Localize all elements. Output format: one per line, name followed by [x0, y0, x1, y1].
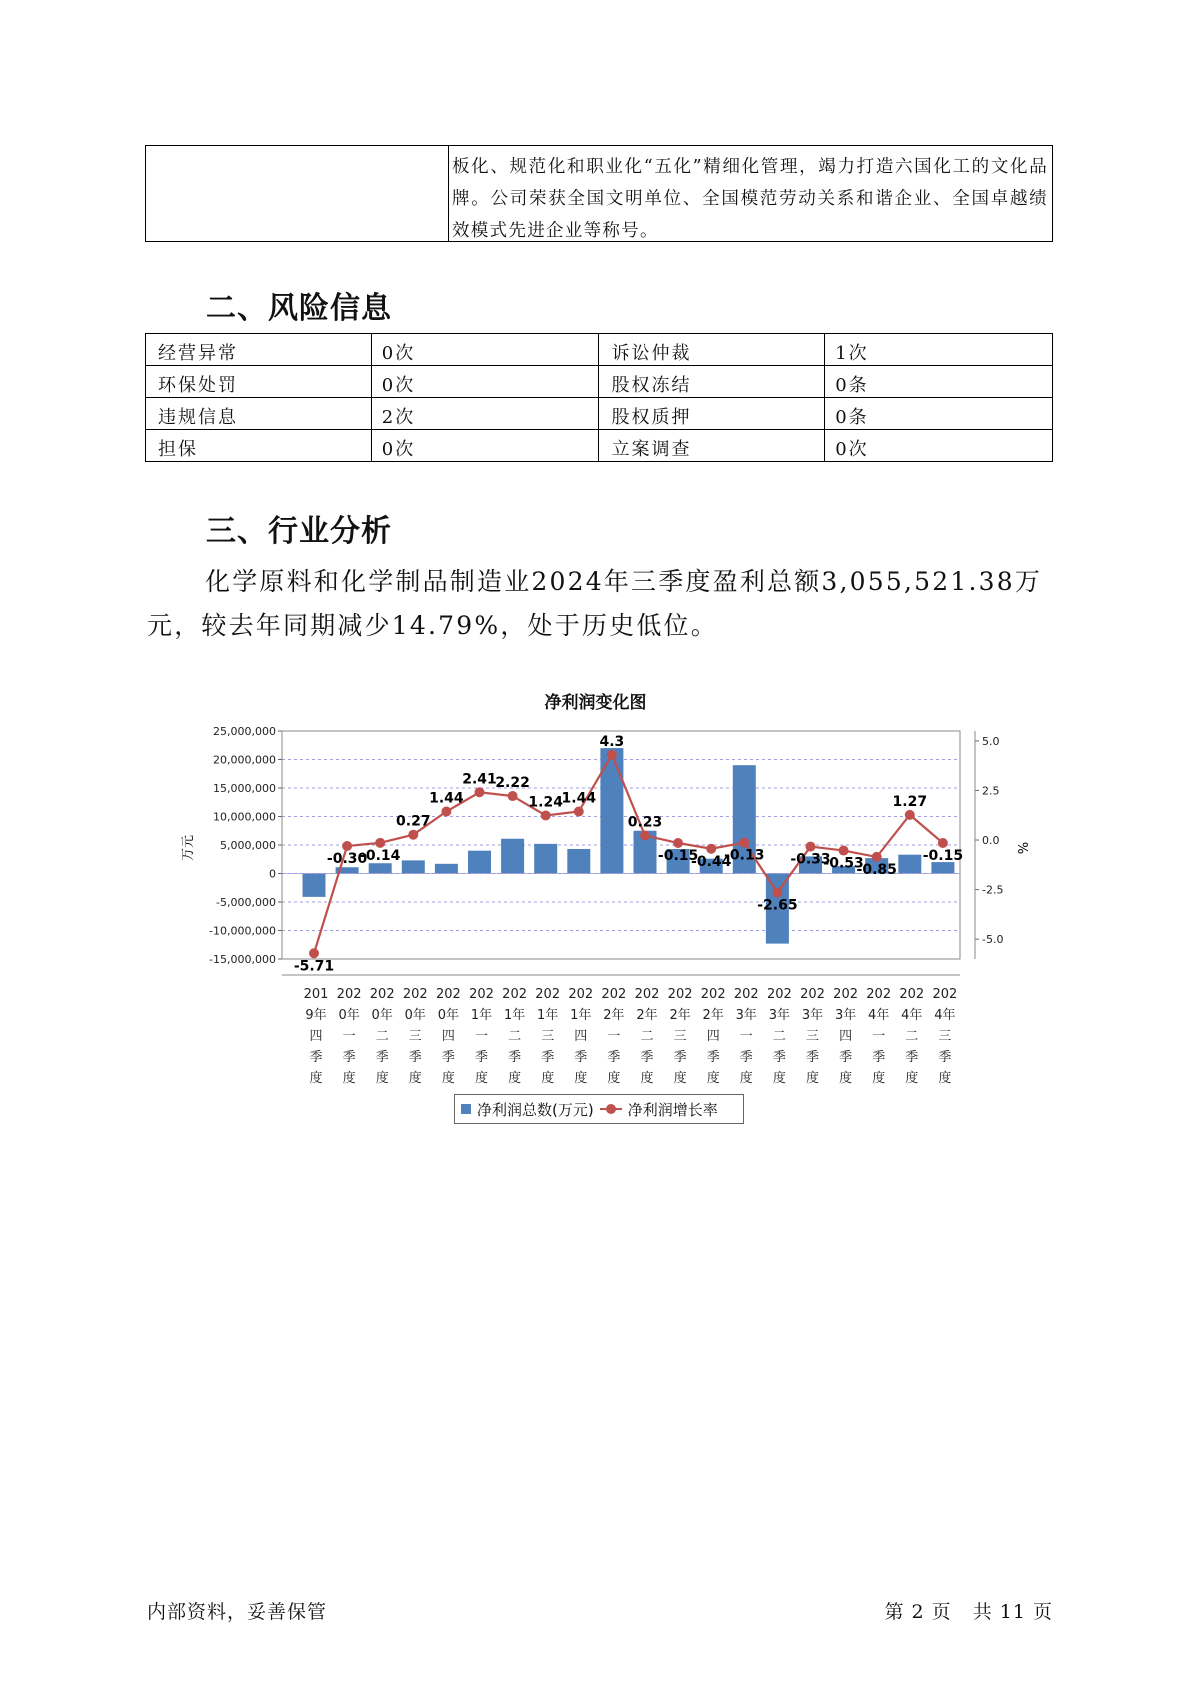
category-label: 四: [441, 1029, 455, 1044]
category-label: 度: [640, 1071, 654, 1086]
y-tick-label: 5,000,000: [220, 839, 276, 852]
category-label: 1年: [503, 1008, 526, 1023]
risk-value-cell: 0次: [371, 334, 599, 366]
y2-tick-label: 2.5: [982, 784, 1000, 798]
category-labels: [304, 987, 958, 1086]
growth-rate-point: [806, 842, 816, 852]
bar: [369, 863, 392, 873]
risk-value-cell: 0次: [371, 366, 599, 398]
category-label: 三: [408, 1029, 422, 1044]
y-tick-label: -15,000,000: [209, 953, 276, 966]
category-label: 度: [541, 1071, 555, 1086]
category-label: 2年: [669, 1008, 691, 1023]
growth-rate-point: [706, 844, 716, 854]
category-label: 度: [938, 1071, 952, 1086]
growth-rate-point: [441, 806, 451, 816]
category-label: 202: [866, 987, 892, 1002]
category-label: 季: [607, 1050, 621, 1065]
growth-rate-label: -0.85: [856, 861, 897, 878]
category-label: 度: [805, 1071, 820, 1086]
y2-tick-label: 0.0: [982, 834, 1000, 848]
growth-rate-label: -0.53: [823, 855, 864, 872]
risk-label-cell: 经营异常: [146, 334, 372, 366]
growth-rate-point: [408, 830, 418, 840]
category-label: 一: [474, 1029, 489, 1044]
category-label: 季: [673, 1050, 687, 1065]
y-tick-label: -10,000,000: [209, 924, 276, 938]
category-label: 0年: [371, 1008, 393, 1023]
category-label: 202: [899, 987, 925, 1002]
category-label: 三: [938, 1029, 952, 1044]
y-tick-label: 25,000,000: [213, 725, 276, 738]
category-label: 季: [474, 1050, 489, 1065]
risk-value-cell: 1次: [825, 334, 1053, 366]
category-label: 度: [673, 1071, 687, 1086]
category-label: 2年: [603, 1008, 625, 1023]
category-label: 0年: [437, 1008, 460, 1023]
growth-rate-point: [905, 810, 915, 820]
growth-rate-label: -0.15: [922, 848, 964, 865]
y-tick-label: 15,000,000: [213, 782, 276, 795]
risk-value-cell: 2次: [371, 398, 599, 430]
bar: [303, 874, 326, 897]
category-label: 3年: [801, 1008, 824, 1023]
bar: [898, 855, 921, 874]
category-label: 度: [905, 1071, 919, 1086]
category-label: 三: [805, 1029, 820, 1044]
risk-label-cell: 股权质押: [599, 398, 825, 430]
category-label: 季: [508, 1050, 522, 1065]
risk-value-cell: 0条: [825, 398, 1053, 430]
category-label: 季: [574, 1050, 588, 1065]
category-label: 季: [905, 1050, 919, 1065]
category-label: 1年: [570, 1008, 592, 1023]
category-label: 二: [640, 1029, 654, 1044]
category-label: 4年: [934, 1008, 956, 1023]
category-label: 3年: [834, 1008, 857, 1023]
category-label: 202: [700, 987, 726, 1002]
growth-rate-label: 0.27: [396, 813, 431, 830]
growth-rate-label: 2.22: [495, 775, 530, 792]
category-label: 二: [508, 1029, 522, 1044]
growth-rate-label: -5.71: [293, 958, 335, 975]
category-label: 0年: [404, 1008, 426, 1023]
bar: [468, 851, 491, 874]
category-label: 度: [342, 1071, 356, 1086]
category-label: 202: [833, 987, 859, 1002]
legend-bar-swatch: [461, 1104, 471, 1114]
legend-line-swatch: [600, 1104, 622, 1114]
growth-rate-label: -0.30: [326, 850, 368, 867]
category-label: 三: [673, 1029, 687, 1044]
category-label: 度: [607, 1071, 621, 1086]
growth-rate-point: [574, 806, 584, 816]
category-label: 202: [502, 987, 528, 1002]
industry-paragraph: 化学原料和化学制品制造业2024年三季度盈利总额3,055,521.38万元，较去年同期减少14.79%，处于历史低位。: [147, 567, 1043, 640]
category-label: 度: [508, 1071, 522, 1086]
category-label: 202: [601, 987, 627, 1002]
category-label: 季: [872, 1050, 886, 1065]
bar: [402, 860, 425, 873]
growth-rate-point: [673, 838, 683, 848]
category-label: 四: [574, 1029, 588, 1044]
growth-rate-label: -0.15: [657, 848, 699, 865]
category-label: 度: [772, 1071, 786, 1086]
category-label: 季: [772, 1050, 786, 1065]
category-label: 1年: [537, 1008, 559, 1023]
category-label: 二: [905, 1029, 919, 1044]
risk-value-cell: 0次: [825, 430, 1053, 462]
growth-rate-point: [772, 888, 782, 898]
category-label: 度: [309, 1071, 323, 1086]
growth-rate-point: [375, 838, 385, 848]
growth-rate-point: [475, 787, 485, 797]
category-label: 季: [541, 1050, 555, 1065]
category-label: 3年: [768, 1008, 791, 1023]
category-label: 1年: [470, 1008, 493, 1023]
growth-rate-point: [640, 830, 650, 840]
growth-rate-point: [508, 791, 518, 801]
growth-rate-point: [872, 852, 882, 862]
category-label: 四: [706, 1029, 720, 1044]
category-label: 一: [872, 1029, 886, 1044]
category-label: 202: [435, 987, 461, 1002]
section-title-risk: 二、风险信息: [206, 291, 392, 326]
category-label: 3年: [735, 1008, 757, 1023]
growth-rate-point: [607, 750, 617, 760]
growth-rate-label: 1.44: [429, 790, 464, 807]
category-label: 202: [469, 987, 494, 1002]
category-label: 4年: [901, 1008, 923, 1023]
risk-label-cell: 股权冻结: [599, 366, 825, 398]
risk-label-cell: 担保: [146, 430, 372, 462]
growth-rate-label: -0.13: [724, 847, 765, 864]
category-label: 季: [342, 1050, 356, 1065]
category-label: 2年: [702, 1008, 724, 1023]
category-label: 202: [932, 987, 958, 1002]
growth-rate-label: 4.3: [599, 733, 625, 750]
growth-rate-label: 1.24: [528, 794, 563, 811]
y-tick-label: 0: [269, 867, 276, 881]
growth-rate-label: 1.44: [561, 790, 597, 807]
footer-confidential: 内部资料，妥善保管: [147, 1601, 328, 1623]
category-label: 三: [541, 1029, 555, 1044]
category-label: 度: [375, 1071, 389, 1086]
category-label: 202: [535, 987, 561, 1002]
category-label: 二: [375, 1029, 389, 1044]
growth-rate-line: [314, 755, 943, 953]
growth-rate-label: -0.33: [790, 851, 831, 868]
line-series: [309, 750, 948, 958]
category-label: 9年: [305, 1008, 327, 1023]
bar: [534, 844, 557, 874]
growth-rate-label: -0.14: [360, 847, 401, 864]
category-label: 度: [839, 1071, 853, 1086]
category-label: 度: [441, 1071, 455, 1086]
risk-value-cell: 0次: [371, 430, 599, 462]
category-label: 季: [839, 1050, 853, 1065]
y-axis-label: 万元: [181, 834, 196, 862]
category-label: 202: [369, 987, 395, 1002]
growth-rate-point: [739, 838, 749, 848]
category-label: 度: [706, 1071, 720, 1086]
chart-legend: [454, 1094, 744, 1124]
y2-tick-label: -5.0: [982, 933, 1004, 947]
category-label: 202: [634, 987, 660, 1002]
category-label: 一: [739, 1029, 753, 1044]
category-label: 季: [805, 1050, 820, 1065]
category-label: 季: [408, 1050, 422, 1065]
chart-title: 净利润变化图: [544, 693, 647, 713]
category-label: 度: [474, 1071, 489, 1086]
category-label: 度: [574, 1071, 588, 1086]
section-title-industry: 三、行业分析: [206, 514, 392, 549]
y-tick-label: -5,000,000: [216, 896, 276, 909]
growth-rate-point: [541, 810, 551, 820]
category-label: 季: [375, 1050, 389, 1065]
category-label: 度: [872, 1071, 886, 1086]
y-tick-label: 10,000,000: [213, 810, 276, 824]
category-label: 一: [607, 1029, 621, 1044]
bar: [435, 864, 458, 874]
footer-page-number: 第 2 页 共 11 页: [884, 1601, 1053, 1623]
growth-rate-label: 0.23: [627, 814, 663, 831]
category-label: 季: [640, 1050, 654, 1065]
bar: [501, 839, 524, 874]
category-label: 季: [441, 1050, 455, 1065]
category-label: 季: [309, 1050, 323, 1065]
y-tick-label: 20,000,000: [213, 753, 276, 767]
legend-bar-label: 净利润总数(万元): [477, 1100, 594, 1119]
category-label: 度: [408, 1071, 422, 1086]
category-label: 季: [938, 1050, 952, 1065]
category-label: 202: [402, 987, 428, 1002]
risk-label-cell: 诉讼仲裁: [599, 334, 825, 366]
category-label: 202: [766, 987, 792, 1002]
company-intro-text: 板化、规范化和职业化“五化”精细化管理，竭力打造六国化工的文化品牌。公司荣获全国文明单位、全国模范劳动关系和谐企业、全国卓越绩效模式先进企业等称号。: [452, 157, 1048, 241]
category-label: 202: [667, 987, 693, 1002]
category-label: 201: [303, 987, 329, 1002]
growth-rate-point: [342, 841, 352, 851]
growth-rate-label: 2.41: [462, 771, 497, 788]
risk-label-cell: 立案调查: [599, 430, 825, 462]
category-label: 0年: [338, 1008, 360, 1023]
category-label: 202: [733, 987, 759, 1002]
y2-tick-label: 5.0: [982, 734, 1000, 748]
risk-label-cell: 环保处罚: [146, 366, 372, 398]
growth-rate-point: [309, 948, 319, 958]
risk-value-cell: 0条: [825, 366, 1053, 398]
category-label: 202: [568, 987, 594, 1002]
category-label: 202: [336, 987, 362, 1002]
category-label: 季: [706, 1050, 720, 1065]
y2-tick-label: -2.5: [982, 883, 1004, 897]
category-label: 202: [800, 987, 825, 1002]
category-label: 四: [839, 1029, 853, 1044]
y2-axis-label: %: [1014, 841, 1029, 855]
growth-rate-label: 1.27: [892, 793, 928, 810]
bar: [567, 849, 590, 874]
legend-line-label: 净利润增长率: [627, 1100, 718, 1119]
category-label: 季: [739, 1050, 753, 1065]
category-label: 四: [309, 1029, 323, 1044]
risk-label-cell: 违规信息: [146, 398, 372, 430]
category-label: 4年: [868, 1008, 890, 1023]
category-label: 一: [342, 1029, 356, 1044]
growth-rate-label: -2.65: [757, 897, 798, 914]
category-label: 度: [739, 1071, 753, 1086]
bar-series: [303, 748, 955, 944]
growth-rate-point: [938, 838, 948, 848]
category-label: 二: [772, 1029, 786, 1044]
category-label: 2年: [636, 1008, 658, 1023]
growth-rate-point: [839, 846, 849, 856]
growth-rate-label: -0.44: [691, 853, 732, 870]
